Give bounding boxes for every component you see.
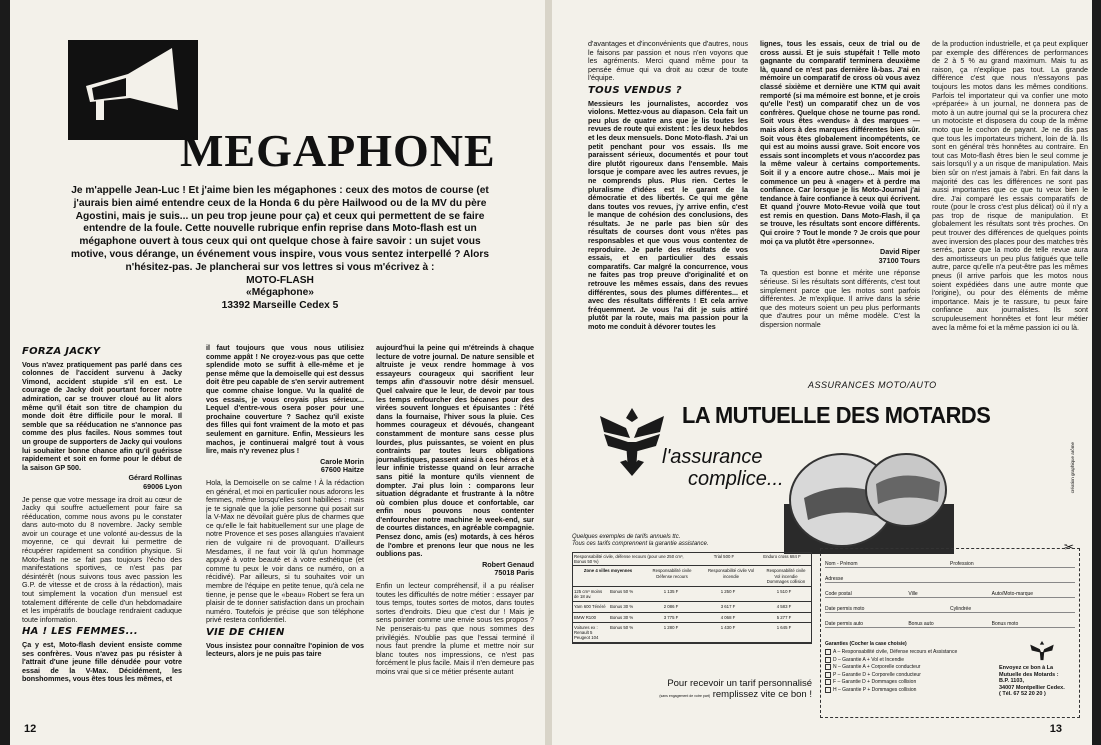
- signature-name: Gérard Rollinas: [128, 473, 182, 483]
- address-line: MOTO-FLASH: [246, 274, 314, 286]
- guarantees-title: Garanties (Cocher la case choisie): [825, 641, 907, 647]
- signature-name: David Riper: [880, 247, 920, 257]
- coupon-line[interactable]: [825, 613, 1075, 628]
- coupon-line[interactable]: [825, 598, 1075, 613]
- coupon-line[interactable]: [825, 553, 1075, 568]
- table-cell: Voitures ex : Renault 5 Peugeot 104: [574, 624, 599, 641]
- intro-text: [70, 185, 490, 313]
- signature-name: Robert Genaud: [482, 559, 534, 569]
- table-cell: Bonus 50 %: [610, 624, 634, 630]
- letter-text: Messieurs les journalistes, accordez vos violons. Mettez-vous au diapason. Cela fait un peu plus de quatre ans que je lis toutes les revues de route qui existent : les deux hebdos et les deux mensuels. Donc Moto-flash. J'ai un petit penchant pour vos essais. Ils me paraissent sérieux, documentés et pour tout dire plutôt rigoureux dans l'ensemble. Mais lorsque je compare avec les autres revues, je ne comprends plus. Plus rien. Certes le pluralisme d'idées est le garant de la démocratie et des libertés. Ce qui me gêne dans toutes vos revues, j'y arrive enfin, c'est le manque de cohésion des conclusions, des résultats. Je ne parle pas bien sûr des résultats de courses dont vous n'êtes pas responsables et que vous vous contentez de reproduire. Je parle des résultats de vos essais, et en particulier des essais comparatifs. Car malgré la concurrence, vous ne faites pas trop preuve d'originalité et on retrouve les mêmes essais, dans des revues différentes, sous des plumes différentes... et avec des résultats différents ! Et cela arrive fréquemment. Je vous l'ai dit je suis attiré plutôt par la route, mais ma passion pour la moto me conduit à dévorer toutes les: [588, 98, 748, 331]
- table-cell: 4 068 F: [720, 614, 736, 620]
- table-subheader-cell: Responsabilité civile Défense recours: [652, 568, 692, 579]
- table-cell: 4 583 F: [776, 604, 792, 610]
- right-column-3: [932, 40, 1088, 368]
- checkbox[interactable]: [825, 687, 831, 693]
- left-page: [10, 0, 545, 745]
- table-row: [573, 602, 811, 612]
- reply-text: Je pense que votre message ira droit au cœur de Jacky qui souffre actuellement pour faire sa rééducation, comme nous avons pu le constater dans auto-moto du 8 novembre. Jacky semble avoir un courage et une volonté au-dessus de la moyenne, ce qui devrait lui permettre de récupérer rapidement sa condition physique. Si Moto-flash ne se fait pas toujours l'écho des manifestations sportives, ce n'est pas par désintérêt (nous suivons tous avec passion les G.P. de vitesse et de cross à la rédaction), mais tout simplement la vocation d'un mensuel est totalement différente de celle d'un hebdomadaire et les impératifs de bouclage rendraient caduque toute information.: [22, 494, 182, 624]
- guarantee-option[interactable]: [825, 664, 993, 670]
- letter-text: Vous insistez pour connaître l'opinion de vos lecteurs, alors je ne puis pas taire: [206, 640, 364, 659]
- coupon-field-label: Adresse: [825, 576, 844, 582]
- letter-signature: [760, 248, 920, 265]
- right-page: [552, 0, 1092, 745]
- insurance-ad: [570, 380, 1082, 736]
- coupon-field-label: Bonus auto: [908, 621, 934, 627]
- signature-name: Carole Morin: [320, 456, 364, 466]
- ad-cta: [612, 678, 812, 700]
- signature-city: 75018 Paris: [494, 568, 534, 578]
- checkbox[interactable]: [825, 679, 831, 685]
- reply-text: Enfin un lecteur compréhensif, il a pu réaliser toutes les difficultés de notre métier : essayer par tous temps, toutes sortes de motos, dans toutes sortes d'endroits. Dieu que c'est dur ! Mais je sens pointer comme une envie sous tes propos ? Ne penserais-tu pas que nous sommes des privilégiés. N'oublie pas que l'essai terminé il nous faut prendre la plume et mettre noir sur blanc toutes nos impressions, ce n'est pas forcément le plus facile. Mais il n'en demeure pas moins vrai que si ce métier présente autant: [376, 581, 534, 676]
- address-line: 34007 Montpellier Cedex.: [999, 684, 1065, 691]
- coupon-field-label: Date permis auto: [825, 621, 864, 627]
- tagline-line: complice...: [688, 468, 784, 490]
- section-heading: HA ! LES FEMMES...: [22, 626, 138, 638]
- cta-line-text: remplissez vite ce bon !: [712, 689, 812, 700]
- letters-column-2: [206, 344, 364, 720]
- section-heading: TOUS VENDUS ?: [588, 84, 682, 96]
- cta-note: (sans engagement de votre part): [659, 694, 711, 698]
- checkbox[interactable]: [825, 657, 831, 663]
- tariff-intro-line: Quelques exemples de tarifs annuels ttc.: [572, 534, 681, 540]
- letters-column-1: [22, 344, 182, 720]
- megaphone-logo-icon: [68, 40, 198, 140]
- table-cell: 3 775 F: [663, 614, 679, 620]
- cta-line: Pour recevoir un tarif personnalisé: [667, 678, 812, 689]
- reply-text: Ta question est bonne et mérite une réponse sérieuse. Si les résultats sont différents, c'est tout simplement parce que les motos sont parfois différentes. Je m'explique. Il arrive dans la série que des moteurs soient un peu plus performants que d'autres pour un même modèle. C'est la dispersion normale: [760, 268, 920, 329]
- address-line: Envoyez ce bon à La: [999, 665, 1054, 671]
- table-cell: 2 086 F: [663, 604, 679, 610]
- table-cell: 1 645 F: [776, 624, 792, 630]
- table-subheader-cell: Zone 4 villes moyennes: [583, 568, 633, 574]
- coupon-field-label: Cylindrée: [950, 606, 972, 612]
- guarantee-label: A – Responsabilité civile, Défense recours et Assistance: [833, 649, 958, 655]
- table-header-cell: Enduro cross 684 F: [763, 554, 801, 559]
- tariff-intro-line: Tous ces tarifs comprennent la garantie assistance.: [572, 541, 709, 547]
- letter-text: il faut toujours que vous nous utilisiez comme appât ! Ne croyez-vous pas que cette splendide moto se suffit à elle-même et je pense même que la demoiselle qui est dessus doit être peu capable de s'en servir autrement que comme chaise longue. Vu la qualité de vos essais, je vous croyais plus sérieux... Lequel d'entre-vous osera poser pour une prochaine couverture ? Sachez qu'il existe des filles qui font vraiment de la moto et pas seulement en garniture. Enfin, Messieurs les machos, je continuerai malgré tout à vous lire, mais n'y revenez plus !: [206, 344, 364, 456]
- section-heading: FORZA JACKY: [22, 346, 101, 357]
- ad-brand: LA MUTUELLE DES MOTARDS: [682, 402, 991, 428]
- checkbox[interactable]: [825, 649, 831, 655]
- signature-city: 37100 Tours: [878, 255, 920, 265]
- scissors-icon: ✂: [1064, 540, 1075, 554]
- table-cell: 1 280 F: [663, 624, 679, 630]
- cta-line: [612, 689, 812, 700]
- table-cell: 5 277 F: [776, 614, 792, 620]
- guarantees-box: [825, 641, 993, 694]
- address-line: 13392 Marseille Cedex 5: [221, 300, 339, 312]
- send-address: [999, 665, 1065, 698]
- guarantee-label: D – Garantie A + Vol et Incendie: [833, 656, 905, 663]
- table-cell: 3 617 F: [720, 604, 736, 610]
- table-cell: Yam 600 Ténéré: [574, 604, 606, 610]
- coupon-field-label: Auto/Moto-marque: [991, 591, 1034, 597]
- reply-text: Hola, la Demoiselle on se calme ! À la rédaction en général, et moi en particulier nous adorons les femmes, même lorsqu'elles sont habillées : mais je te signale que la jolie personne qui posait sur la V-Max ne dévoilait guère plus de charmes que ce qu'elle le fait habituellement sur une plage de notre Provence et ses poses allanguies n'avaient rien de vulgaire ni de provoquant. D'ailleurs Mesdames, il ne faut voir là qu'un hommage appuyé à votre beauté et à votre esthétique (et comme tu peux le voir dans ce numéro, on a récidivé). Par ailleurs, si tu souhaites voir un membre de l'équipe en petite tenue, qu'à cela ne tienne, je pense que le «beau» Robert se fera un plaisir de te donner satisfaction dans un prochain numéro. Toutefois je précise que son téléphone privé restera confidentiel.: [206, 477, 364, 625]
- eagle-logo-icon: [596, 398, 668, 480]
- coupon-line[interactable]: [825, 568, 1075, 583]
- table-row: [573, 623, 811, 644]
- ad-kicker: ASSURANCES MOTO/AUTO: [808, 380, 937, 390]
- guarantee-label: P – Garantie D + Corporelle conducteur: [833, 671, 921, 678]
- table-subheader-cell: Responsabilité civile Vol incendie Dommages collision: [766, 568, 806, 584]
- tagline-line: l'assurance: [662, 446, 763, 468]
- letter-text: Ça y est, Moto-flash devient ensiste comme ses confrères. Vous n'avez pas pu résister à l'attrait d'une jeune fille dénudée pour votre essai de la V-Max. Décidément, les bonshommes, vous êtes tous les mêmes, et: [22, 640, 182, 684]
- coupon-field-label: Ville: [908, 591, 918, 597]
- address-line: «Mégaphone»: [246, 287, 314, 299]
- signature-city: 69006 Lyon: [143, 481, 182, 491]
- guarantee-option[interactable]: [825, 672, 993, 678]
- checkbox[interactable]: [825, 664, 831, 670]
- section-heading: VIE DE CHIEN: [206, 627, 285, 638]
- guarantee-option[interactable]: [825, 679, 993, 685]
- letters-column-3: [376, 344, 534, 720]
- page-gutter: [545, 0, 552, 745]
- table-cell: 1 135 F: [663, 589, 679, 595]
- table-cell: BMW R100: [574, 614, 596, 620]
- letter-signature: [22, 474, 182, 491]
- table-cell: Bonus 30 %: [610, 614, 634, 620]
- coupon-field-label: Nom - Prénom: [825, 561, 858, 567]
- coupon-field-label: Bonus moto: [991, 621, 1019, 627]
- table-cell: Bonus 30 %: [610, 604, 634, 610]
- tariff-table: [572, 552, 812, 644]
- letter-text: Vous n'avez pratiquement pas parlé dans ces colonnes de l'accident survenu à Jacky Vimond, accident stupide s'il en est. Le courage de Jacky doit pourtant forcer notre admiration, car se trouver cloué au lit alors même qu'il était son titre de champion du monde doit être difficile pour le moral. Il semble que sa rééducation ne s'annonce pas comme des plus faciles. Nous sommes tout un groupe de supporters de Jacky qui voulons lui souhaiter bonne chance afin qu'il guérisse rapidement et soit en forme pour le début de la saison GP 500.: [22, 359, 182, 472]
- table-row: [573, 613, 811, 623]
- table-cell: 125 cm³ moins de 18 av.: [574, 589, 603, 600]
- reply-text: d'avantages et d'inconvénients que d'autres, nous le faisons par passion et nous n'en voyons que les agréments. Merci quand même pour ta pensée émue qui va droit au cœur de toute l'équipe.: [588, 40, 748, 83]
- guarantee-label: H – Garantie P + Dommages collision: [833, 686, 917, 693]
- letter-text: aujourd'hui la peine qui m'étreinds à chaque lecture de votre journal. De nature sensible et altruiste je veux rendre hommage à vos essayeurs courageux qui sacrifient leur temps afin d'assouvir notre désir mensuel. Quel calvaire que le leur, de devoir par tous les temps enfourcher des bécanes pour des virées souvent longues et épuisantes : l'été dans la fournaise, l'hiver sous la pluie. Ces hommes courageux et dévoués, changeant constamment de monture sans cesse plus lourdes, plus puissantes, se voient en plus contraints par toutes leurs obligations journalistiques, passent ainsi à ces héros et à leur infinie tristesse quand on leur arrache sans pitié la monture qu'ils viennent de dompter. J'ai plus loin : comparons leur situation dégradante et frustrante à la nôtre où combien plus douce et confortable, car enfin nous pouvons nous contenter d'enfourcher notre machine le week-end, sur de courtes distances, en agréable compagnie. Pensez donc, amis (es) motards, à ces héros de l'ombre et prenons leur que nous ne les oublions pas.: [376, 344, 534, 559]
- address-line: ( Tél. 67 52 20 20 ): [999, 691, 1046, 698]
- letter-text: lignes, tous les essais, ceux de trial ou de cross aussi. Et je suis stupéfait ! Telle moto gagnante du comparatif terminera deuxième là, quand ce n'est pas dernière là-bas. J'ai en mémoire un comparatif de cross où vous avez classé sixième et dernière une KTM qui avait remporté (si ma mémoire est bonne, et je crois qu'elle l'est) un comparatif chez un de vos confrères. Quelque chose ne tourne pas rond. Soit vous êtes «vendus» à des marques — mais alors à des marques différentes bien sûr. Soit vous êtes globalement incompétents, ce qui est au moins aussi grave. Soit encore vos essais sont incomplets et vous n'accordez pas la même valeur à certains comportements. Soit il y a encore autre chose... Mais moi je commence un peu à «nager» et à perdre ma confiance. Car lorsque je lis Moto-Journal j'ai tendance à faire confiance à ceux qui écrivent. Et quand j'ouvre Moto-Revue voilà que tout est remis en question. Dans Moto-Flash, il ça se trouve, les résultats sont encore différents. Qui croire ? Tout le monde ? Je crois que pour moi ça va plutôt être «personne».: [760, 40, 920, 246]
- coupon-field-label: Date permis moto: [825, 606, 865, 612]
- guarantee-label: N – Garantie A + Corporelle conducteur: [833, 664, 921, 670]
- table-header-cell: Trial 500 F: [713, 554, 735, 559]
- address-line: Mutuelle des Motards :: [999, 671, 1059, 678]
- table-subheader-cell: Responsabilité civile Vol incendie: [707, 568, 755, 579]
- letter-signature: [206, 458, 364, 475]
- reply-text: de la production industrielle, et ça peut expliquer par exemple des différences de performances de 2 à 5 % au grand maximum. Mais tu as raison, ça n'explique pas tout. La grande différence c'est que nous n'essayons pas toujours les motos dans les mêmes conditions. Parfois tel importateur qui va confier une moto «préparée» à un journal, ne donnera pas de moto à un autre journal qui se la procurera chez un motociste et disposera du coup de la même moto que le cochon de payant. Je ne dis pas que tous les importateurs trichent, loin de là. Ils sont en général très honnêtes au contraire. En tout cas Moto-flash êtres bien le seul comme je sais lorsqu'il y a un risque de manipulation. Mais bien sûr on n'est jamais à l'abri. En fait dans la majorité des cas les différences ne sont pas aussi importantes que ce que tu veux bien le dire. J'ai comparé les essais comparatifs de route (pour le cross c'est plus délicat) où il n'y a pas trop de risque de manipulation. Et globalement les résultats sont très proches. On peut trouver des différences de quelques points avec inversion des places pour des matches très serrés, parce que la moto de telle revue aura des amortisseurs un peu plus fatigués que telle autre, parce qu'elle n'a peut-être pas les mêmes pneus (il arrive parfois que les motos nous soient expédiées dans une autre monte que l'origine), ou pour des éléments de même importance. Mais je te rassure, tu peux faire confiance aux journalistes. Ils sont scrupuleusement honnêtes et font leur métier avec la même foi et la même passion ici ou là.: [932, 40, 1088, 332]
- coupon-fields: [825, 553, 1075, 628]
- coupon-field-label: Code postal: [825, 591, 852, 597]
- signature-city: 67600 Haitze: [320, 465, 364, 475]
- intro-paragraph: Je m'appelle Jean-Luc ! Et j'aime bien les mégaphones : ceux des motos de course (et j'aurais bien aimé entendre ceux de la Honda 6 du père Hailwood ou de la MV du père Agostini, mais je suis... un peu trop jeune pour ça) et ceux qui permettent de se faire entendre de la foule. Cette nouvelle rubrique enfin reprise dans Moto-flash est un mégaphone ouvert à tous ceux qui ont quelque chose à faire savoir : un sujet vous motive, vous dérange, un événement vous inspire, vous vous sentez interpellé ? Alors n'hésitez-pas. Je plancherai sur vos lettres si vous m'écrivez à :: [71, 185, 489, 273]
- ad-tagline: [662, 446, 784, 490]
- table-cell: 1 250 F: [720, 589, 736, 595]
- table-row: [573, 587, 811, 602]
- page-number: 12: [24, 723, 37, 735]
- right-column-1: [588, 40, 748, 368]
- table-cell: 1 430 F: [720, 624, 736, 630]
- checkbox[interactable]: [825, 672, 831, 678]
- address-line: B.P. 1103,: [999, 678, 1024, 685]
- eagle-small-icon: [1027, 641, 1057, 663]
- order-coupon: [820, 548, 1080, 718]
- ad-credit: création graphique arôme: [1070, 442, 1075, 494]
- table-header-cell: Responsabilité civile, défense recours (pour une 250 cm³, Bonus 50 %): [574, 554, 684, 565]
- letter-signature: [376, 561, 534, 578]
- page-number: 13: [1049, 723, 1062, 735]
- table-cell: Bonus 50 %: [610, 589, 634, 595]
- coupon-line[interactable]: [825, 583, 1075, 598]
- guarantee-option[interactable]: [825, 687, 993, 693]
- coupon-field-label: Profession: [950, 561, 974, 567]
- guarantee-label: F – Garantie D + Dommages collision: [833, 679, 917, 685]
- helmet-illustration: [784, 438, 954, 554]
- tariff-intro: [572, 534, 709, 548]
- guarantee-option[interactable]: [825, 649, 993, 655]
- right-column-2: [760, 40, 920, 368]
- guarantee-option[interactable]: [825, 657, 993, 663]
- table-cell: 1 510 F: [776, 589, 792, 595]
- page-title: MEGAPHONE: [180, 125, 496, 176]
